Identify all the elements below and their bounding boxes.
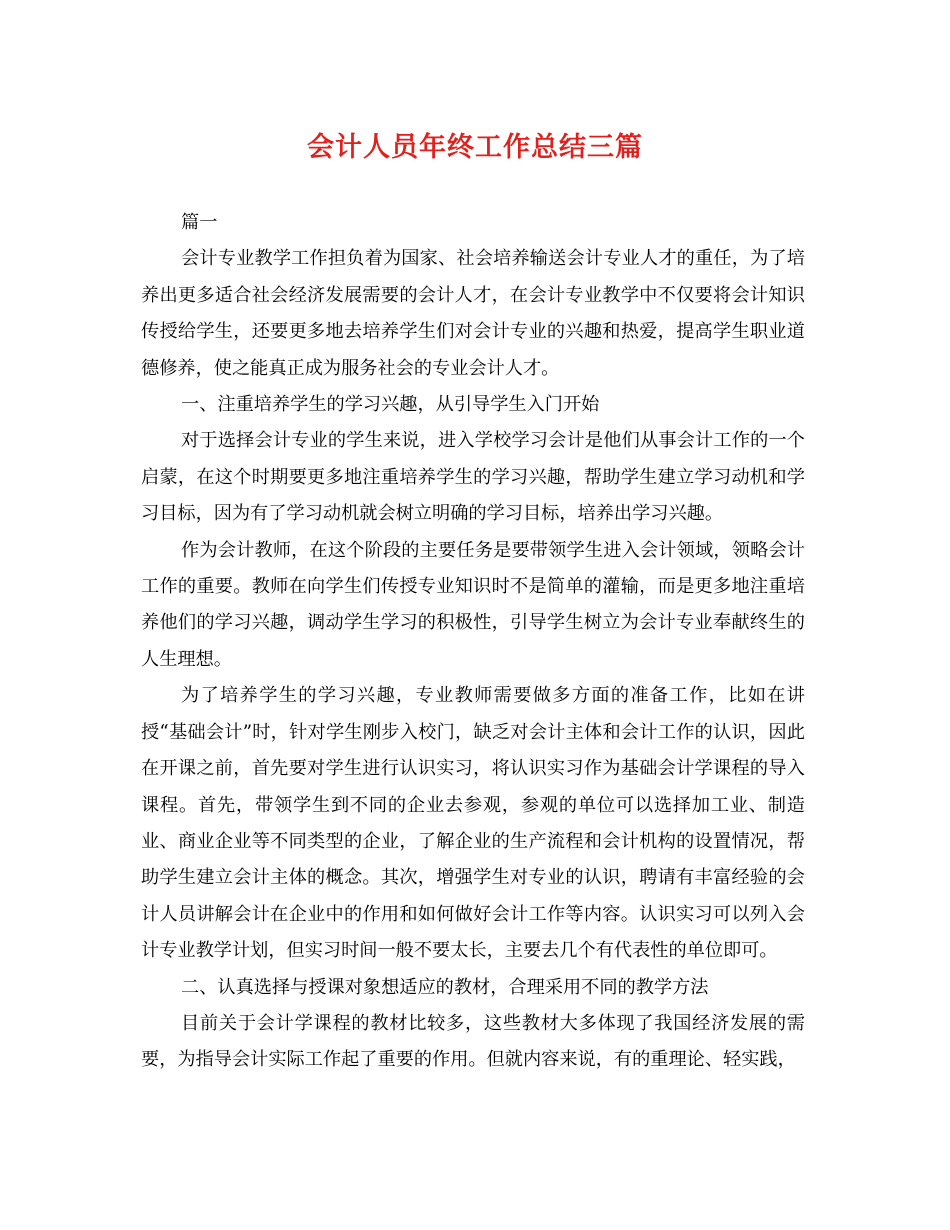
document-body <box>141 205 805 1079</box>
document-title: 会计人员年终工作总结三篇 <box>307 132 643 163</box>
section-heading: 二、认真选择与授课对象想适应的教材，合理采用不同的教学方法 <box>181 976 709 998</box>
body-paragraph: 目前关于会计学课程的教材比较多，这些教材大多体现了我国经济发展的需要，为指导会计实际工作起了重要的作用。但就内容来说，有的重理论、轻实践， <box>141 1012 805 1071</box>
body-paragraph: 对于选择会计专业的学生来说，进入学校学习会计是他们从事会计工作的一个启蒙，在这个时期要更多地注重培养学生的学习兴趣，帮助学生建立学习动机和学习目标，因为有了学习动机就会树立明确的学习目标，培养出学习兴趣。 <box>141 430 805 525</box>
body-paragraph: 为了培养学生的学习兴趣，专业教师需要做多方面的准备工作，比如在讲授“基础会计”时，针对学生刚步入校门，缺乏对会计主体和会计工作的认识，因此在开课之前，首先要对学生进行认识实习，将认识实习作为基础会计学课程的导入课程。首先，带领学生到不同的企业去参观，参观的单位可以选择加工业、制造业、商业企业等不同类型的企业，了解企业的生产流程和会计机构的设置情况，帮助学生建立会计主体的概念。其次，增强学生对专业的认识，聘请有丰富经验的会计人员讲解会计在企业中的作用和如何做好会计工作等内容。认识实习可以列入会计专业教学计划，但实习时间一般不要太长，主要去几个有代表性的单位即可。 <box>141 685 805 962</box>
body-paragraph: 作为会计教师，在这个阶段的主要任务是要带领学生进入会计领域，领略会计工作的重要。教师在向学生们传授专业知识时不是简单的灌输，而是更多地注重培养他们的学习兴趣，调动学生学习的积极性，引导学生树立为会计专业奉献终生的人生理想。 <box>141 539 805 670</box>
body-paragraph: 会计专业教学工作担负着为国家、社会培养输送会计专业人才的重任，为了培养出更多适合社会经济发展需要的会计人才，在会计专业教学中不仅要将会计知识传授给学生，还要更多地去培养学生们对会计专业的兴趣和热爱，提高学生职业道德修养，使之能真正成为服务社会的专业会计人才。 <box>141 248 805 379</box>
section-heading: 一、注重培养学生的学习兴趣，从引导学生入门开始 <box>181 394 600 416</box>
section-heading-part-one: 篇一 <box>181 212 218 233</box>
